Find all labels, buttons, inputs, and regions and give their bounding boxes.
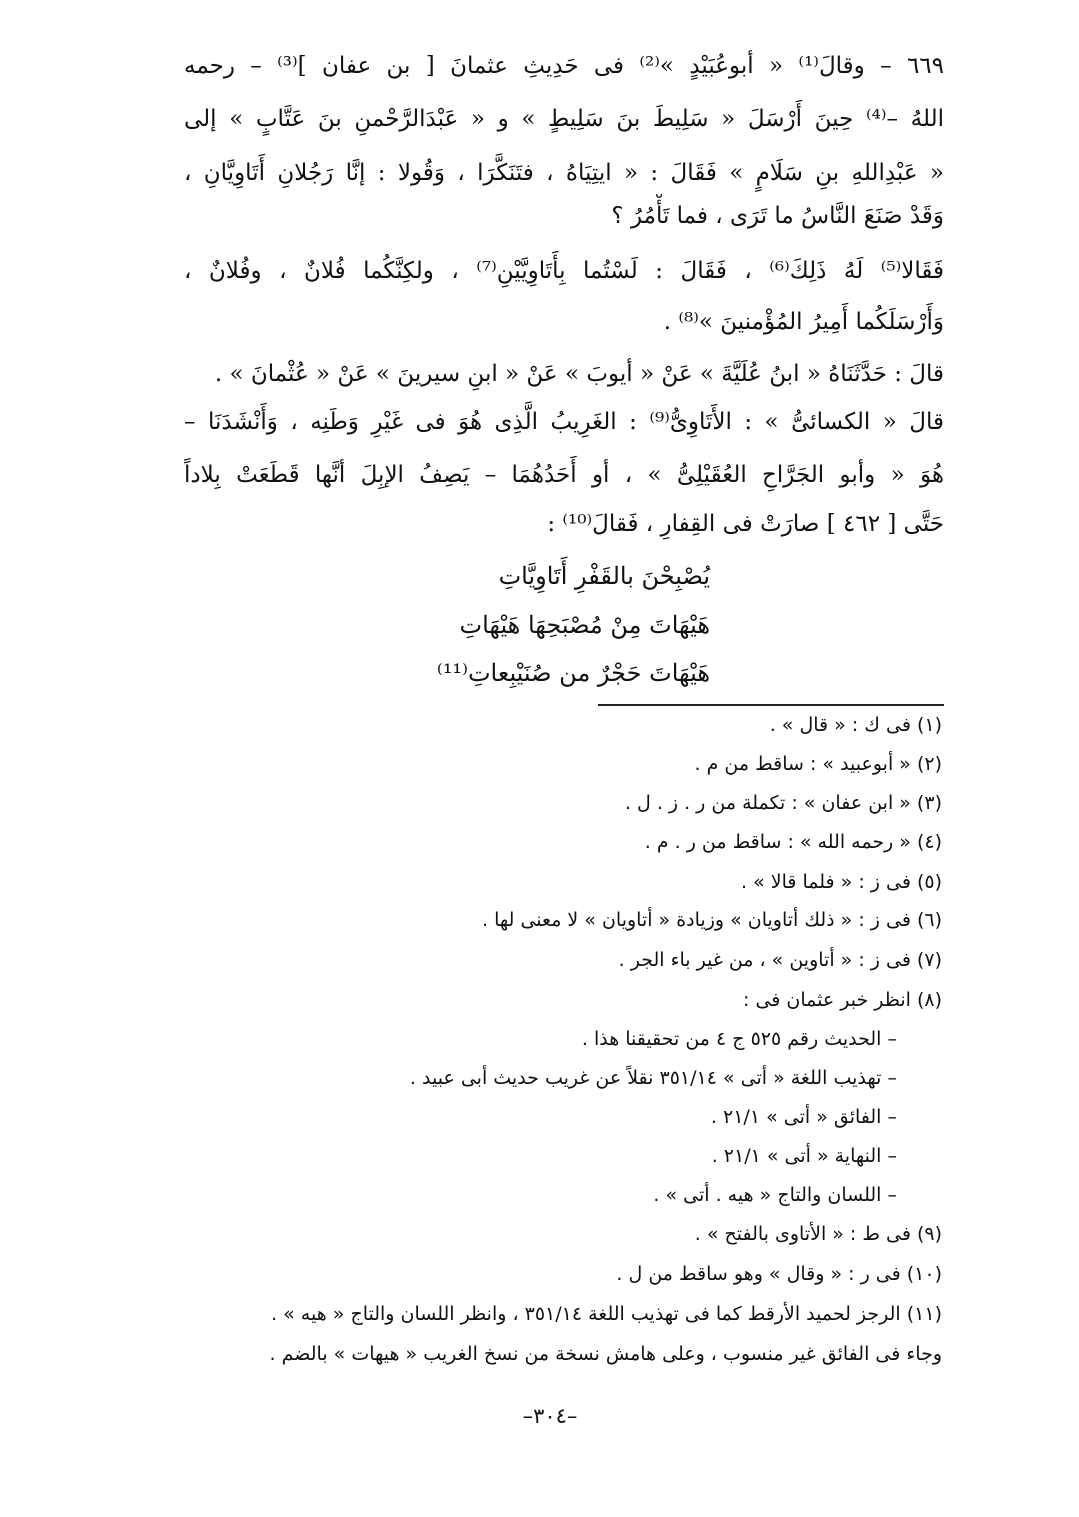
- main-text-line: اللهُ –⁽⁴⁾ حِينَ أَرْسَلَ « سَلِيطَ بنَ سَلِيطٍ » و « عَبْدَالرَّحْمنِ بنَ عَتَّابٍ » إلى: [184, 106, 944, 132]
- main-text-line: فَقَالا⁽⁵⁾ لَهُ ذَلِكَ⁽⁶⁾ ، فَقَالَ : لَسْتُما بِأَتَاوِيَّيْنِ⁽⁷⁾ ، ولكِنَّكُما فُلانٌ ، وفُلانٌ ،: [184, 258, 944, 284]
- footnote-subitem: – اللسان والتاج « هيه . أتى » .: [653, 1184, 897, 1206]
- main-text-line: وَأَرْسَلَكُما أَمِيرُ المُؤْمنينَ »⁽⁸⁾ .: [663, 309, 944, 335]
- main-text-line: هُوَ « وأبو الجَرَّاحِ العُقَيْلِىُّ » ، أو أَحَدُهُمَا – يَصِفُ الإبِلَ أنَّها قَطَعَتْ بِلاداً: [184, 462, 944, 488]
- footnote: (٣) « ابن عفان » : تكملة من ر . ز . ل .: [624, 792, 942, 814]
- main-text-line: « عَبْدِاللهِ بنِ سَلَامٍ » فَقَالَ : « ايتِيَاهُ ، فتَنَكَّرَا ، وَقُولا : إنَّا رَجُلانِ أَتَاوِيَّانِ ،: [184, 160, 944, 186]
- footnote: (٧) فى ز : « أتاوين » ، من غير باء الجر .: [618, 949, 942, 971]
- footnote-subitem: – الحديث رقم ٥٢٥ ج ٤ من تحقيقنا هذا .: [581, 1028, 897, 1050]
- footnote: (٦) فى ز : « ذلك أتاويان » وزيادة « أتاويان » لا معنى لها .: [482, 909, 942, 931]
- page-number: –٣٠٤–: [522, 1404, 578, 1428]
- footnote: (٨) انظر خبر عثمان فى :: [743, 989, 942, 1011]
- footnote-subitem: – الفائق « أتى » ٢١/١ .: [710, 1106, 897, 1128]
- footnote-continuation: وجاء فى الفائق غير منسوب ، وعلى هامش نسخة من نسخ الغريب « هيهات » بالضم .: [269, 1343, 942, 1365]
- main-text-line: وَقَدْ صَنَعَ النَّاسُ ما تَرَى ، فما تَأْمُرُ ؟: [611, 203, 944, 229]
- footnote-subitem: – النهاية « أتى » ٢١/١ .: [711, 1145, 897, 1167]
- footnote-separator: [598, 704, 944, 706]
- main-text-line: ٦٦٩ – وقالَ⁽¹⁾ « أبوعُبَيْدٍ »⁽²⁾ فى حَدِيثِ عثمانَ [ بن عفان ]⁽³⁾ – رحمه: [184, 53, 944, 79]
- footnote: (٥) فى ز : « فلما قالا » .: [740, 871, 942, 893]
- main-text-line: قالَ « الكسائىُّ » : الأَتَاوِىُّ⁽⁹⁾ : الغَرِيبُ الَّذِى هُوَ فى غَيْرِ وَطَنِه ، وَأَنْشَدَنَا –: [184, 409, 944, 435]
- main-text-line: قالَ : حَدَّثَنَاهُ « ابنُ عُلَيَّةَ » عَنْ « أيوبَ » عَنْ « ابنِ سيرينَ » عَنْ « عُثْمانَ » .: [214, 361, 944, 387]
- main-text-line: حَتَّى [ ٤٦٢ ] صارَتْ فى القِفارِ ، فَقالَ⁽¹⁰⁾ :: [547, 511, 944, 537]
- footnote: (١١) الرجز لحميد الأرقط كما فى تهذيب اللغة ٣٥١/١٤ ، وانظر اللسان والتاج « هيه » .: [271, 1303, 942, 1325]
- footnote: (١) فى ك : « قال » .: [769, 714, 942, 736]
- verse-line: هَيْهَاتَ مِنْ مُصْبَحِهَا هَيْهَاتِ: [459, 611, 710, 639]
- verse-line: هَيْهَاتَ حَجْرٌ من صُنَيْبِعاتِ⁽¹¹⁾: [436, 659, 710, 687]
- footnote: (٢) « أبوعبيد » : ساقط من م .: [694, 753, 942, 775]
- footnote-subitem: – تهذيب اللغة « أتى » ٣٥١/١٤ نقلاً عن غريب حديث أبى عبيد .: [409, 1067, 897, 1089]
- footnote: (٤) « رحمه الله » : ساقط من ر . م .: [644, 831, 942, 853]
- footnote: (٩) فى ط : « الأتاوى بالفتح » .: [694, 1223, 942, 1245]
- footnote: (١٠) فى ر : « وقال » وهو ساقط من ل .: [616, 1263, 942, 1285]
- verse-line: يُصْبِحْنَ بالقَفْرِ أَتَاوِيَّاتِ: [498, 562, 710, 590]
